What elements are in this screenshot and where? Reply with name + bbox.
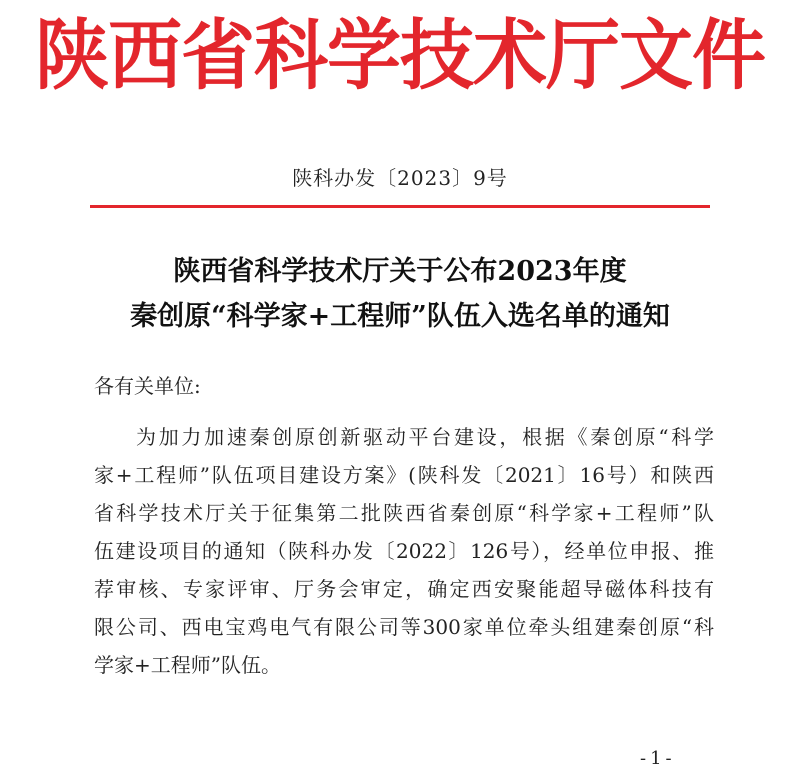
document-masthead: 陕西省科学技术厅文件 bbox=[35, 11, 765, 101]
body-line: 为加力加速秦创原创新驱动平台建设，根据《秦创原“科学 bbox=[136, 425, 714, 449]
body-line: 伍建设项目的通知（陕科办发〔2022〕126号），经单位申报、推 bbox=[94, 539, 714, 563]
body-line: 荐审核、专家评审、厅务会审定，确定西安聚能超导磁体科技有 bbox=[94, 577, 714, 601]
body-line: 家+工程师”队伍项目建设方案》(陕科发〔2021〕16号）和陕西 bbox=[94, 463, 714, 487]
body-line: 学家+工程师”队伍。 bbox=[94, 653, 281, 677]
page-number: -1- bbox=[640, 748, 676, 769]
notice-title-line-2: 秦创原“科学家+工程师”队伍入选名单的通知 bbox=[130, 301, 670, 332]
body-line: 省科学技术厅关于征集第二批陕西省秦创原“科学家+工程师”队 bbox=[94, 501, 714, 525]
notice-body bbox=[94, 418, 714, 684]
salutation: 各有关单位: bbox=[94, 374, 201, 398]
notice-title-line-1: 陕西省科学技术厅关于公布2023年度 bbox=[173, 256, 627, 287]
body-line: 限公司、西电宝鸡电气有限公司等300家单位牵头组建秦创原“科 bbox=[94, 615, 714, 639]
red-divider-line bbox=[90, 205, 710, 208]
document-number: 陕科办发〔2023〕9号 bbox=[292, 166, 508, 190]
